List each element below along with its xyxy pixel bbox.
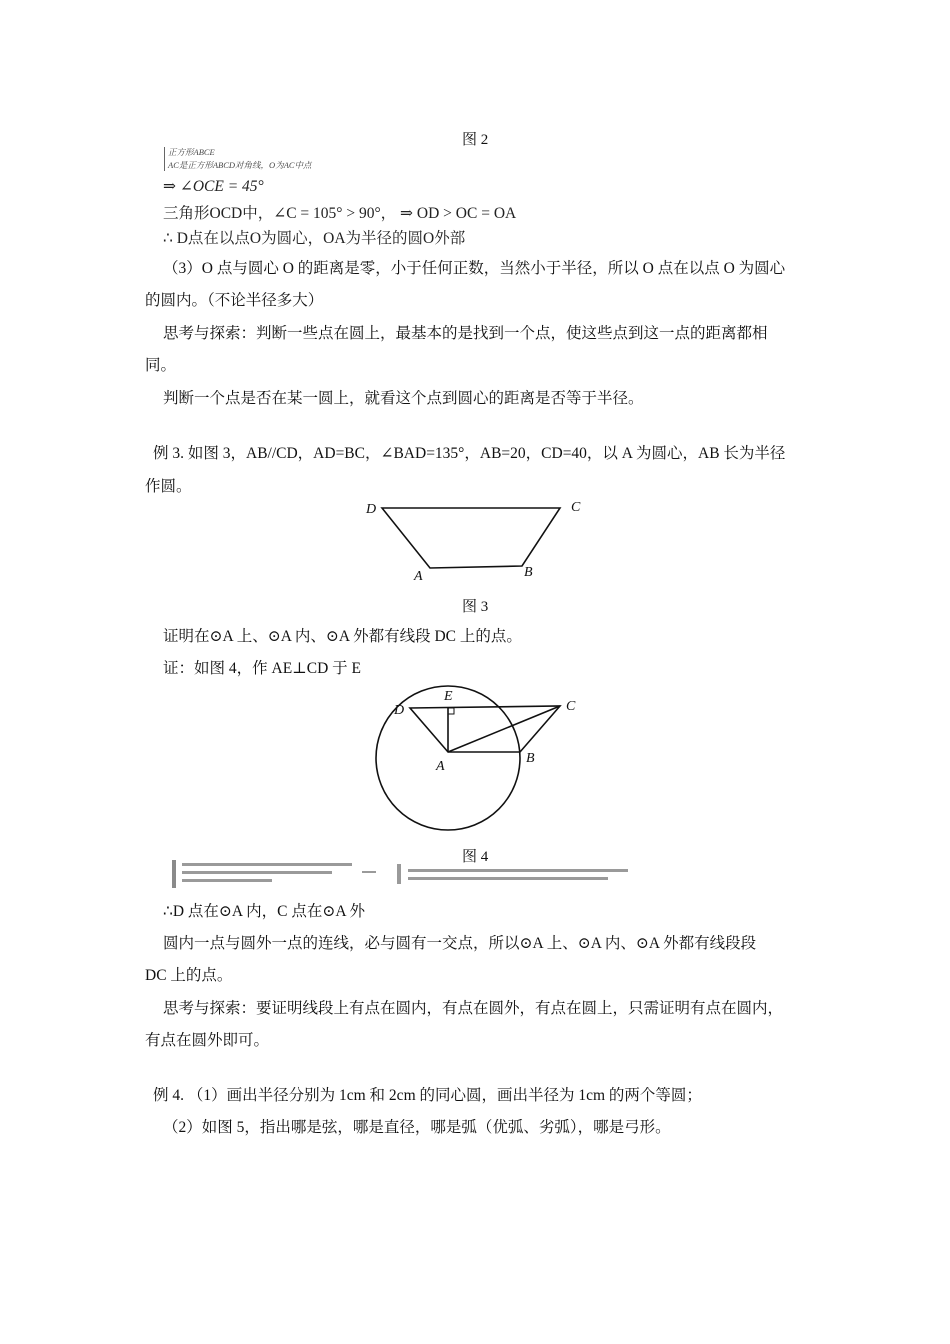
figure-3-caption: 图 3 (462, 599, 489, 615)
figure-2-caption: 图 2 (462, 132, 489, 148)
figure-3-trapezoid (360, 492, 590, 584)
fig3-label-c: C (571, 500, 581, 515)
math-line-3: ∴ D点在以点O为圆心，OA为半径的圆O外部 (163, 230, 466, 247)
think-explore-2-line-1: 思考与探索：要证明线段上有点在圆内，有点在圆外，有点在圆上，只需证明有点在圆内， (163, 1000, 784, 1017)
trapezoid-abcd (410, 706, 560, 752)
fig4-label-c: C (566, 699, 576, 714)
conclusion-line: ∴D 点在⊙A 内，C 点在⊙A 外 (163, 903, 366, 920)
trapezoid-abcd (382, 508, 560, 568)
intersect-line-2: DC 上的点。 (145, 967, 233, 984)
illegible-formula-image (172, 860, 642, 890)
figure-4-circle-diagram (370, 680, 590, 835)
think-explore-2-line-2: 有点在圆外即可。 (145, 1032, 270, 1049)
example-3-line-2: 作圆。 (145, 478, 192, 495)
brace-line-2: AC是正方形ABCD对角线，O为AC中点 (168, 160, 312, 170)
example-4-line-2: （2）如图 5，指出哪是弦，哪是直径，哪是弧（优弧、劣弧），哪是弓形。 (163, 1119, 671, 1136)
think-explore-1-line-2: 同。 (145, 357, 177, 374)
para-3-line-1: （3）O 点与圆心 O 的距离是零，小于任何正数，当然小于半径，所以 O 点在以点 O 为圆心 (163, 260, 786, 277)
fig4-label-b: B (526, 751, 535, 766)
example-4-line-1: 例 4. （1）画出半径分别为 1cm 和 2cm 的同心圆，画出半径为 1cm 的两个等圆； (153, 1087, 702, 1104)
para-3-line-2: 的圆内。（不论半径多大） (145, 292, 324, 309)
judge-paragraph: 判断一个点是否在某一圆上，就看这个点到圆心的距离是否等于半径。 (163, 390, 644, 407)
math-line-1: ⇒ ∠OCE = 45° (163, 178, 264, 195)
fig4-label-e: E (444, 689, 453, 704)
prove-statement: 证明在⊙A 上、⊙A 内、⊙A 外都有线段 DC 上的点。 (163, 628, 522, 645)
fig4-label-d: D (394, 703, 405, 718)
fig4-label-a: A (436, 759, 445, 774)
math-line-2: 三角形OCD中，∠C = 105° > 90°， ⇒ OD > OC = OA (163, 205, 517, 222)
fig3-label-a: A (414, 569, 423, 584)
brace-line-1: 正方形ABCE (168, 147, 215, 157)
figure-4-caption: 图 4 (462, 849, 489, 865)
fig3-label-b: B (524, 565, 533, 580)
right-angle-mark (448, 708, 454, 714)
fig3-label-d: D (366, 502, 377, 517)
think-explore-1-line-1: 思考与探索：判断一些点在圆上，最基本的是找到一个点，使这些点到这一点的距离都相 (163, 325, 768, 342)
example-3-line-1: 例 3. 如图 3，AB//CD，AD=BC，∠BAD=135°，AB=20，CD=40，以 A 为圆心，AB 长为半径 (153, 445, 786, 462)
proof-start: 证：如图 4，作 AE⊥CD 于 E (163, 660, 361, 677)
intersect-line-1: 圆内一点与圆外一点的连线，必与圆有一交点，所以⊙A 上、⊙A 内、⊙A 外都有线段段 (163, 935, 757, 952)
